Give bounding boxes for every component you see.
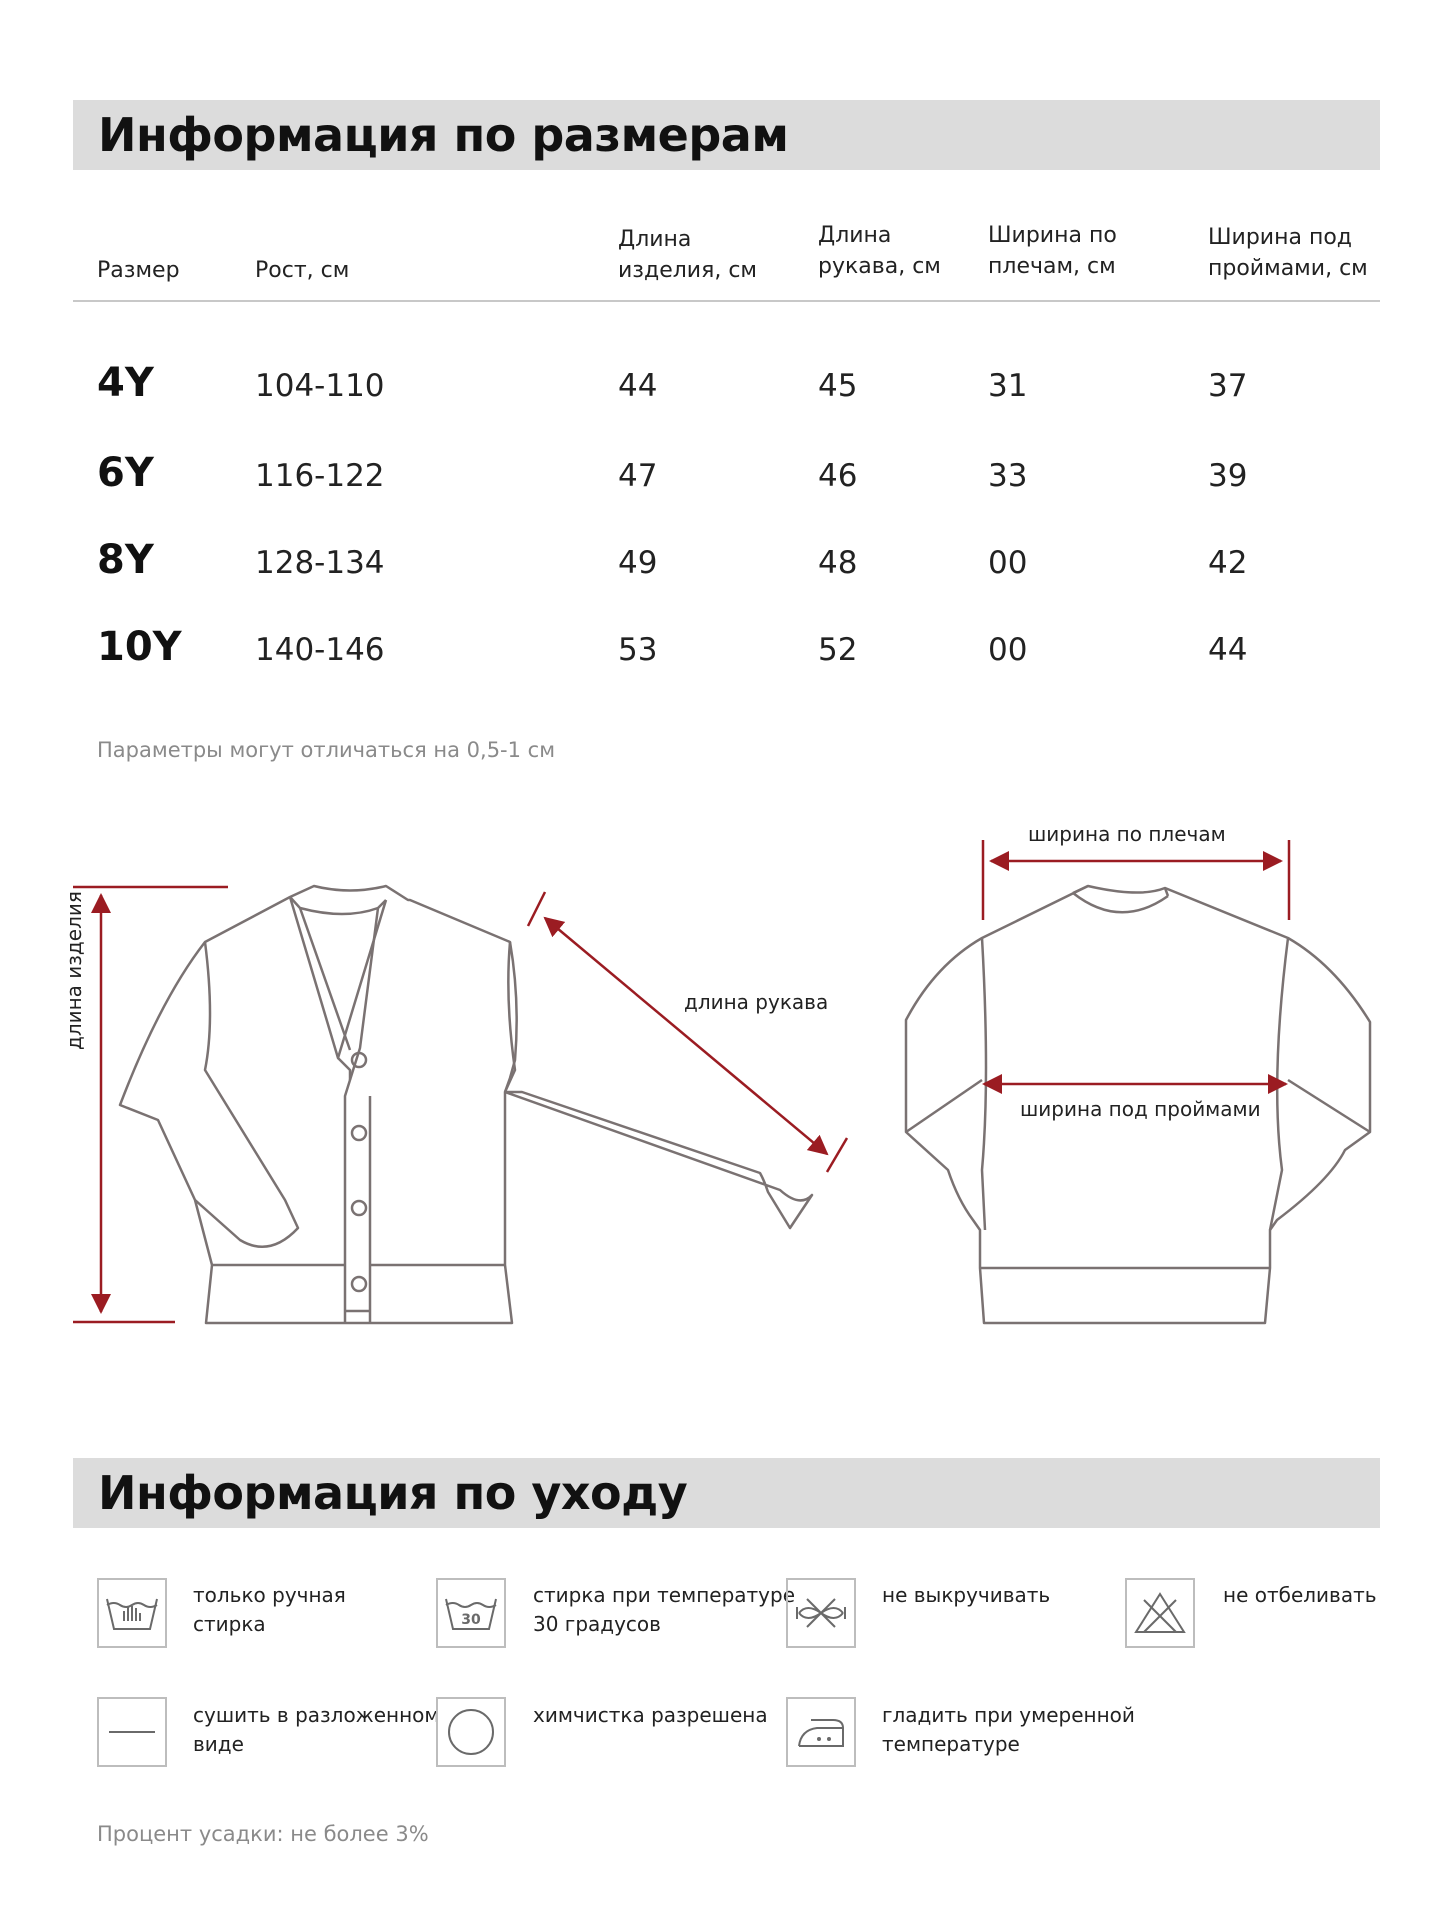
- size-info-title: Информация по размерам: [98, 108, 789, 162]
- measurement-note: Параметры могут отличаться на 0,5-1 см: [97, 738, 556, 762]
- row-height: 116-122: [255, 458, 385, 494]
- sleeve-tick-top: [528, 892, 545, 926]
- label-shoulders: ширина по плечам: [1028, 822, 1226, 846]
- row-height: 104-110: [255, 368, 385, 404]
- row-sleeve: 48: [818, 545, 858, 581]
- col-head-shoulders: Ширина по плечам, см: [988, 223, 1117, 279]
- col-head-armpits: Ширина под проймами, см: [1208, 225, 1368, 281]
- row-size: 6Y: [97, 450, 154, 496]
- row-armpits: 44: [1208, 632, 1248, 668]
- care-text-dry-clean: химчистка разрешена: [533, 1703, 768, 1727]
- row-shoulders: 31: [988, 368, 1028, 404]
- dry-clean-icon: [436, 1697, 506, 1767]
- size-info-header: [73, 100, 1380, 170]
- row-armpits: 37: [1208, 368, 1248, 404]
- row-armpits: 42: [1208, 545, 1248, 581]
- row-armpits: 39: [1208, 458, 1248, 494]
- button-3: [352, 1201, 366, 1215]
- table-header-divider: [73, 300, 1380, 302]
- care-text-dry-flat: сушить в разложенном виде: [193, 1703, 440, 1756]
- cardigan-front-drawing: [120, 886, 812, 1323]
- button-2: [352, 1126, 366, 1140]
- label-sleeve: длина рукава: [684, 990, 829, 1014]
- col-head-height: Рост, см: [255, 258, 350, 283]
- row-sleeve: 52: [818, 632, 858, 668]
- care-info-header: [73, 1458, 1380, 1528]
- hand-wash-icon: [97, 1578, 167, 1648]
- label-length: длина изделия: [62, 891, 86, 1050]
- row-height: 140-146: [255, 632, 385, 668]
- measurement-diagram: [0, 800, 1440, 1360]
- row-height: 128-134: [255, 545, 385, 581]
- row-length: 53: [618, 632, 658, 668]
- sleeve-tick-bottom: [827, 1138, 847, 1172]
- col-head-sleeve: Длина рукава, см: [818, 223, 941, 279]
- care-text-hand-wash: только ручная стирка: [193, 1583, 346, 1636]
- dry-flat-icon: [97, 1697, 167, 1767]
- sleeve-arrow: [545, 918, 827, 1154]
- care-text-no-bleach: не отбеливать: [1223, 1583, 1377, 1607]
- label-armpits: ширина под проймами: [1020, 1097, 1261, 1121]
- wash-30-icon: [436, 1578, 506, 1648]
- wash-temp-text: 30: [461, 1612, 481, 1628]
- col-head-size: Размер: [97, 258, 180, 283]
- row-sleeve: 46: [818, 458, 858, 494]
- row-shoulders: 00: [988, 632, 1028, 668]
- no-wring-icon: [786, 1578, 856, 1648]
- col-head-length: Длина изделия, см: [618, 227, 758, 283]
- iron-medium-icon: [786, 1697, 856, 1767]
- care-text-wash-30: стирка при температуре 30 градусов: [533, 1583, 796, 1636]
- shrinkage-note: Процент усадки: не более 3%: [97, 1822, 429, 1846]
- no-bleach-icon: [1125, 1578, 1195, 1648]
- care-info-title: Информация по уходу: [98, 1466, 688, 1520]
- row-size: 4Y: [97, 360, 154, 406]
- care-text-no-wring: не выкручивать: [882, 1583, 1051, 1607]
- row-length: 44: [618, 368, 658, 404]
- row-length: 47: [618, 458, 658, 494]
- button-4: [352, 1277, 366, 1291]
- row-shoulders: 33: [988, 458, 1028, 494]
- row-length: 49: [618, 545, 658, 581]
- care-text-iron-medium: гладить при умеренной температуре: [882, 1703, 1135, 1756]
- row-sleeve: 45: [818, 368, 858, 404]
- row-size: 8Y: [97, 537, 154, 583]
- row-size: 10Y: [97, 624, 182, 670]
- row-shoulders: 00: [988, 545, 1028, 581]
